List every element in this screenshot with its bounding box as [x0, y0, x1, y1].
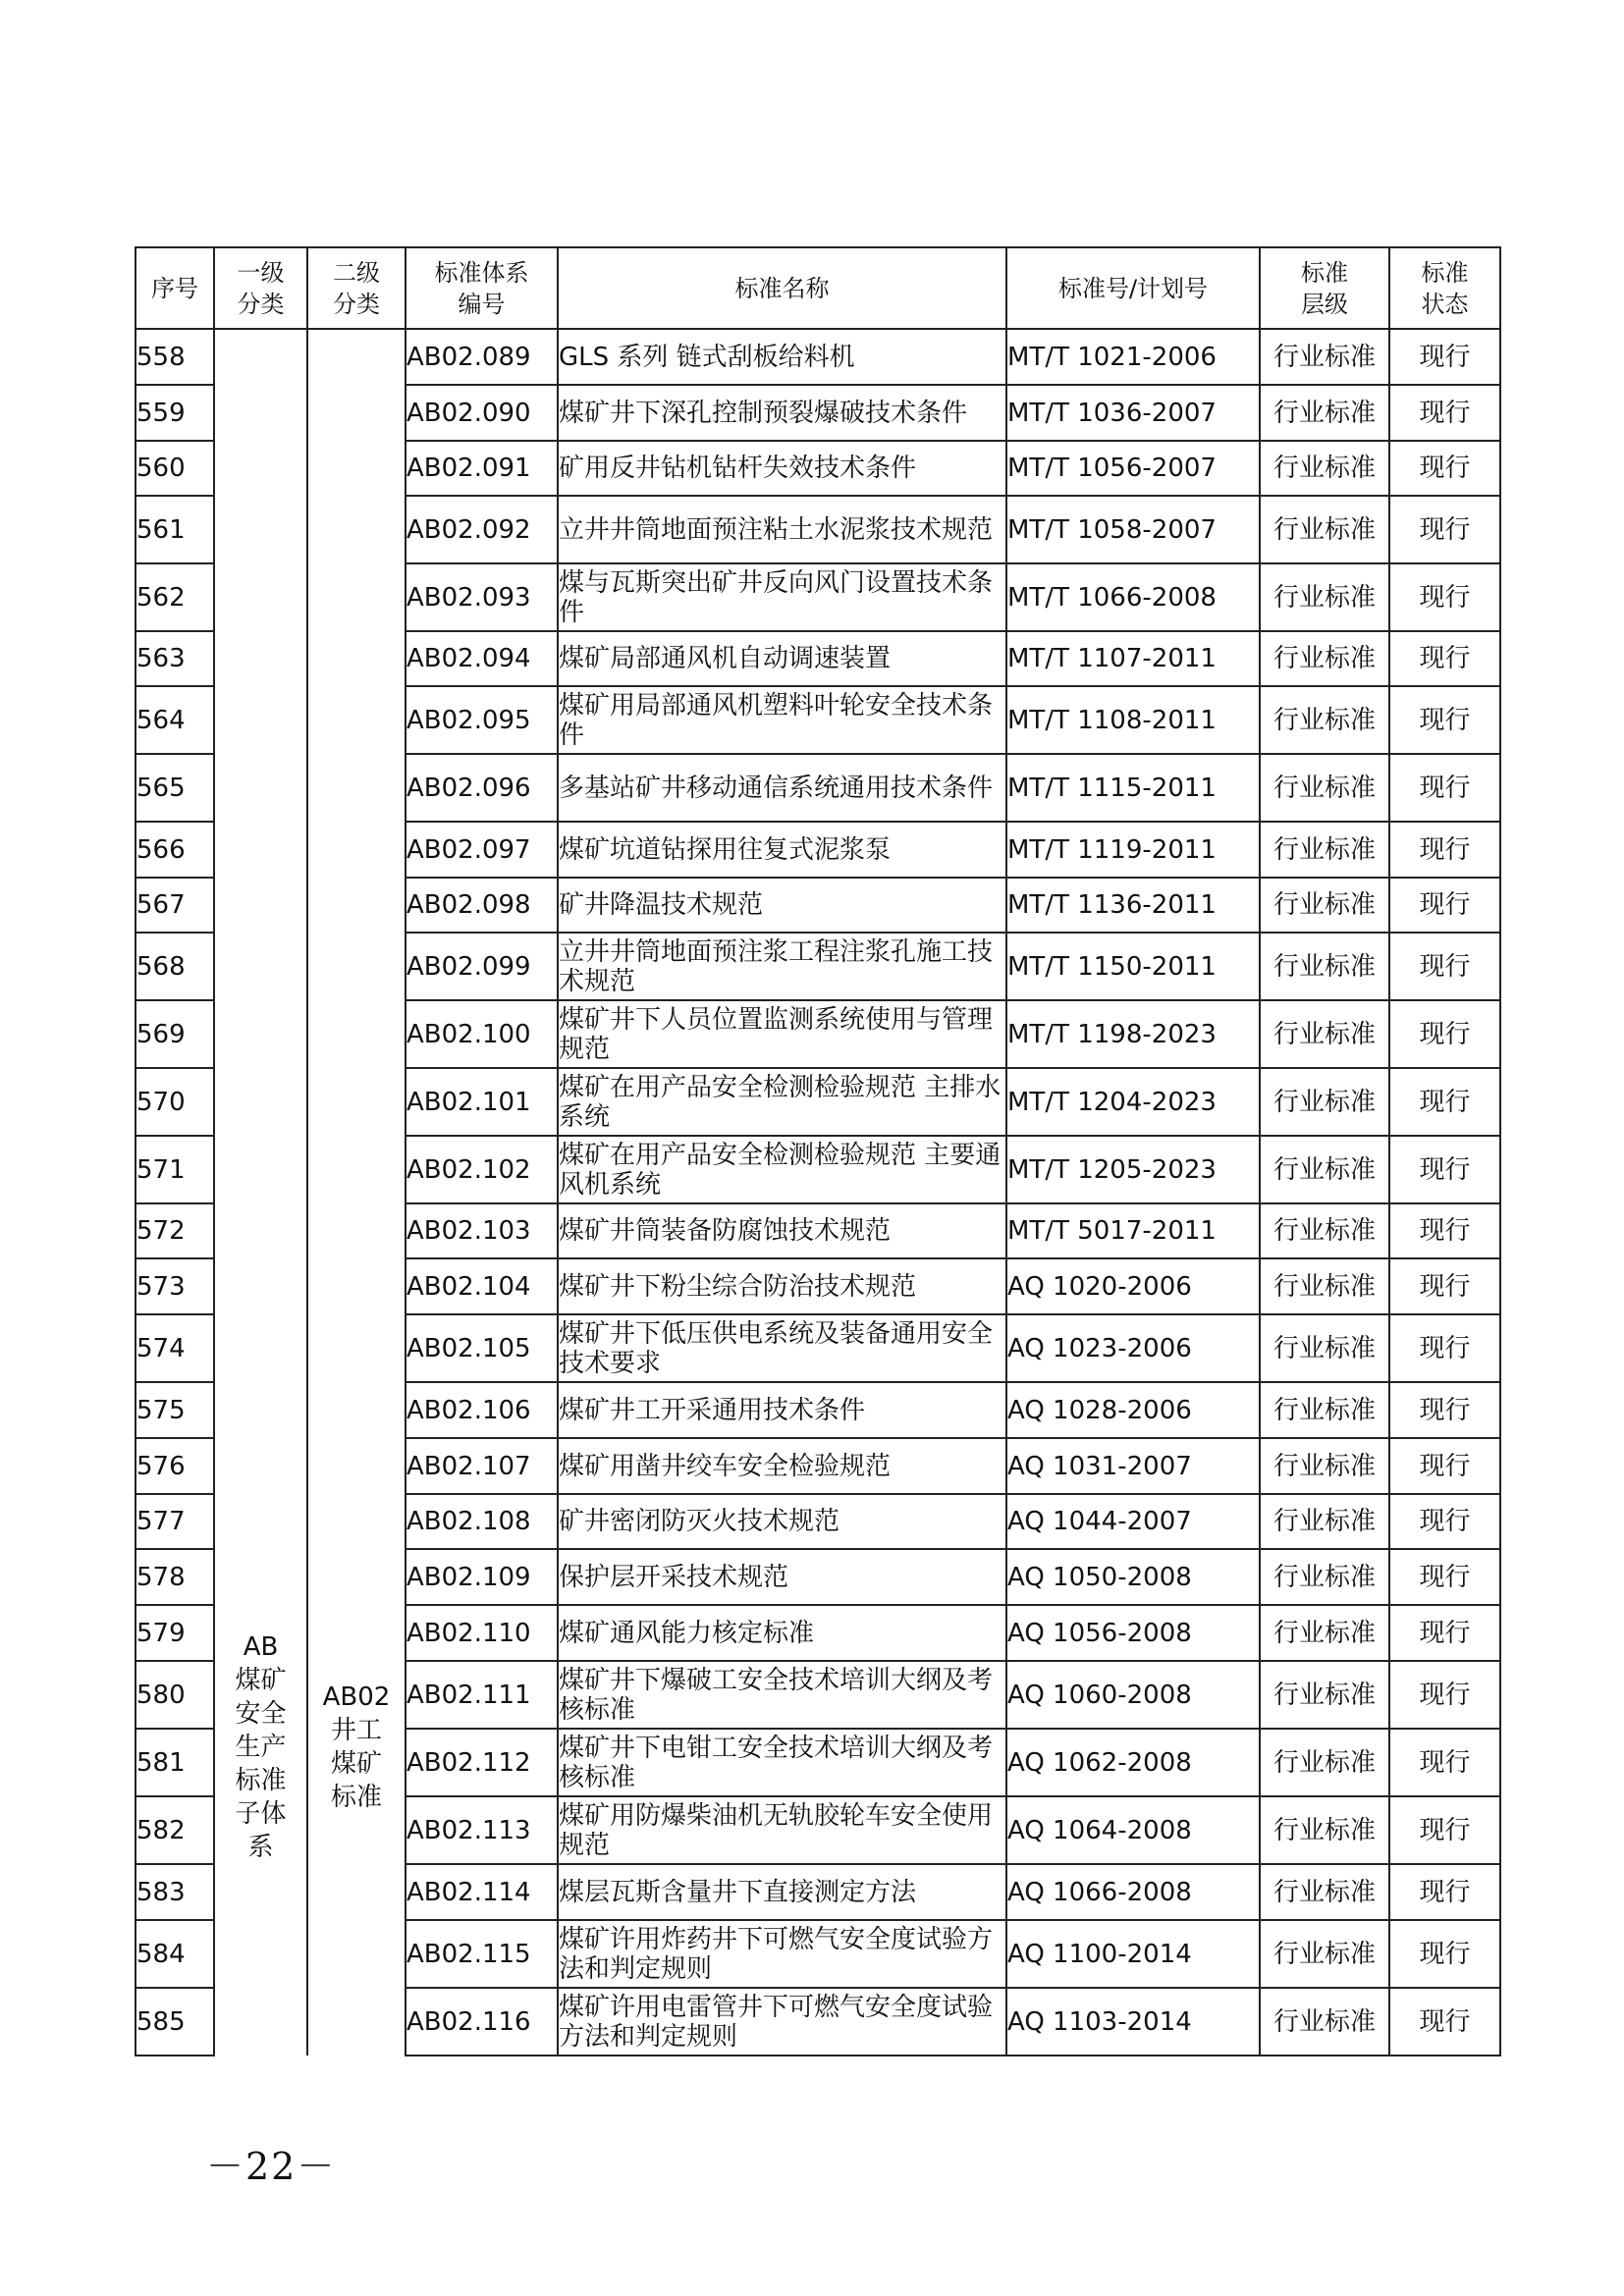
cell-name: 立井井筒地面预注浆工程注浆孔施工技术规范: [558, 933, 1006, 1000]
cell-name: 煤矿井下粉尘综合防治技术规范: [558, 1258, 1006, 1314]
cell-seq: 559: [135, 385, 214, 441]
cell-status: 现行: [1389, 1314, 1500, 1382]
cell-level: 行业标准: [1260, 1729, 1389, 1796]
cell-number: MT/T 1036-2007: [1006, 385, 1260, 441]
cell-number: MT/T 1058-2007: [1006, 496, 1260, 563]
cell-level2-merged: [307, 1438, 406, 2056]
cell-name: 矿井密闭防灭火技术规范: [558, 1494, 1006, 1549]
cell-status: 现行: [1389, 1203, 1500, 1258]
cell-status: 现行: [1389, 329, 1500, 385]
cell-number: AQ 1023-2006: [1006, 1314, 1260, 1382]
cell-number: MT/T 1066-2008: [1006, 563, 1260, 631]
cell-name: 煤矿用凿井绞车安全检验规范: [558, 1438, 1006, 1494]
cell-seq: 574: [135, 1314, 214, 1382]
cell-name: 矿用反井钻机钻杆失效技术条件: [558, 441, 1006, 496]
cell-status: 现行: [1389, 1494, 1500, 1549]
cell-seq: 571: [135, 1136, 214, 1203]
cell-level1-merged: [214, 1438, 307, 2056]
cell-code: AB02.105: [406, 1314, 558, 1382]
cell-status: 现行: [1389, 1000, 1500, 1068]
cell-status: 现行: [1389, 563, 1500, 631]
cell-level: 行业标准: [1260, 1000, 1389, 1068]
cell-level: 行业标准: [1260, 385, 1389, 441]
cell-code: AB02.114: [406, 1864, 558, 1920]
cell-level: 行业标准: [1260, 1203, 1389, 1258]
cell-name: GLS 系列 链式刮板给料机: [558, 329, 1006, 385]
cell-level: 行业标准: [1260, 754, 1389, 822]
cell-code: AB02.116: [406, 1988, 558, 2056]
cell-status: 现行: [1389, 385, 1500, 441]
cell-code: AB02.098: [406, 878, 558, 933]
cell-seq: 580: [135, 1661, 214, 1729]
cell-code: AB02.109: [406, 1549, 558, 1605]
cell-level: 行业标准: [1260, 1494, 1389, 1549]
cell-status: 现行: [1389, 1258, 1500, 1314]
cell-status: 现行: [1389, 1864, 1500, 1920]
cell-number: AQ 1060-2008: [1006, 1661, 1260, 1729]
cell-status: 现行: [1389, 1605, 1500, 1661]
cell-seq: 572: [135, 1203, 214, 1258]
cell-seq: 582: [135, 1796, 214, 1864]
cell-code: AB02.095: [406, 686, 558, 754]
cell-status: 现行: [1389, 1796, 1500, 1864]
cell-name: 煤矿井下低压供电系统及装备通用安全技术要求: [558, 1314, 1006, 1382]
cell-status: 现行: [1389, 1661, 1500, 1729]
cell-level: 行业标准: [1260, 631, 1389, 686]
cell-code: AB02.113: [406, 1796, 558, 1864]
cell-seq: 584: [135, 1920, 214, 1988]
cell-level: 行业标准: [1260, 1661, 1389, 1729]
cell-status: 现行: [1389, 1136, 1500, 1203]
cell-number: MT/T 5017-2011: [1006, 1203, 1260, 1258]
cell-name: 煤与瓦斯突出矿井反向风门设置技术条件: [558, 563, 1006, 631]
cell-code: AB02.089: [406, 329, 558, 385]
cell-code: AB02.101: [406, 1068, 558, 1136]
cell-level1-empty: [214, 329, 307, 1438]
cell-level: 行业标准: [1260, 1068, 1389, 1136]
cell-name: 煤矿许用炸药井下可燃气安全度试验方法和判定规则: [558, 1920, 1006, 1988]
cell-level: 行业标准: [1260, 1864, 1389, 1920]
cell-code: AB02.111: [406, 1661, 558, 1729]
header-level1: 一级 分类: [214, 247, 307, 329]
cell-number: MT/T 1119-2011: [1006, 822, 1260, 878]
cell-level: 行业标准: [1260, 441, 1389, 496]
cell-seq: 573: [135, 1258, 214, 1314]
cell-code: AB02.096: [406, 754, 558, 822]
header-seq: 序号: [135, 247, 214, 329]
cell-code: AB02.093: [406, 563, 558, 631]
cell-level: 行业标准: [1260, 1796, 1389, 1864]
cell-code: AB02.100: [406, 1000, 558, 1068]
header-code: 标准体系 编号: [406, 247, 558, 329]
cell-seq: 570: [135, 1068, 214, 1136]
cell-number: AQ 1066-2008: [1006, 1864, 1260, 1920]
cell-status: 现行: [1389, 1729, 1500, 1796]
cell-seq: 564: [135, 686, 214, 754]
cell-status: 现行: [1389, 754, 1500, 822]
cell-seq: 567: [135, 878, 214, 933]
cell-seq: 568: [135, 933, 214, 1000]
cell-seq: 561: [135, 496, 214, 563]
page-number: －22－: [206, 2145, 337, 2188]
cell-level: 行业标准: [1260, 1258, 1389, 1314]
cell-number: MT/T 1205-2023: [1006, 1136, 1260, 1203]
cell-seq: 581: [135, 1729, 214, 1796]
cell-status: 现行: [1389, 933, 1500, 1000]
cell-status: 现行: [1389, 631, 1500, 686]
cell-number: AQ 1020-2006: [1006, 1258, 1260, 1314]
table-body: [135, 329, 1500, 2056]
cell-seq: 585: [135, 1988, 214, 2056]
cell-seq: 578: [135, 1549, 214, 1605]
header-level2: 二级 分类: [307, 247, 406, 329]
cell-code: AB02.106: [406, 1382, 558, 1438]
header-name: 标准名称: [558, 247, 1006, 329]
level1-category: AB 煤矿 安全 生产 标准 子体 系: [235, 1631, 287, 1862]
cell-name: 多基站矿井移动通信系统通用技术条件: [558, 754, 1006, 822]
cell-seq: 563: [135, 631, 214, 686]
cell-status: 现行: [1389, 686, 1500, 754]
table-row: [135, 1438, 1500, 1494]
cell-status: 现行: [1389, 1549, 1500, 1605]
standards-table: [135, 246, 1501, 2056]
cell-level: 行业标准: [1260, 1549, 1389, 1605]
cell-name: 煤矿井下爆破工安全技术培训大纲及考核标准: [558, 1661, 1006, 1729]
cell-number: MT/T 1204-2023: [1006, 1068, 1260, 1136]
cell-number: MT/T 1198-2023: [1006, 1000, 1260, 1068]
cell-seq: 566: [135, 822, 214, 878]
cell-status: 现行: [1389, 1382, 1500, 1438]
cell-code: AB02.110: [406, 1605, 558, 1661]
cell-status: 现行: [1389, 1438, 1500, 1494]
cell-level: 行业标准: [1260, 563, 1389, 631]
cell-level: 行业标准: [1260, 1136, 1389, 1203]
level2-category: AB02 井工 煤矿 标准: [322, 1682, 391, 1812]
cell-name: 煤矿局部通风机自动调速装置: [558, 631, 1006, 686]
cell-number: MT/T 1108-2011: [1006, 686, 1260, 754]
cell-number: AQ 1050-2008: [1006, 1549, 1260, 1605]
cell-code: AB02.112: [406, 1729, 558, 1796]
cell-status: 现行: [1389, 822, 1500, 878]
cell-status: 现行: [1389, 1988, 1500, 2056]
cell-seq: 583: [135, 1864, 214, 1920]
cell-number: AQ 1100-2014: [1006, 1920, 1260, 1988]
cell-code: AB02.092: [406, 496, 558, 563]
cell-level: 行业标准: [1260, 496, 1389, 563]
cell-code: AB02.102: [406, 1136, 558, 1203]
cell-number: AQ 1062-2008: [1006, 1729, 1260, 1796]
cell-name: 煤矿井筒装备防腐蚀技术规范: [558, 1203, 1006, 1258]
cell-seq: 562: [135, 563, 214, 631]
cell-number: MT/T 1107-2011: [1006, 631, 1260, 686]
cell-level: 行业标准: [1260, 1382, 1389, 1438]
cell-name: 煤矿井下电钳工安全技术培训大纲及考核标准: [558, 1729, 1006, 1796]
cell-number: MT/T 1021-2006: [1006, 329, 1260, 385]
cell-level: 行业标准: [1260, 1438, 1389, 1494]
cell-name: 煤矿许用电雷管井下可燃气安全度试验方法和判定规则: [558, 1988, 1006, 2056]
cell-status: 现行: [1389, 1920, 1500, 1988]
cell-status: 现行: [1389, 878, 1500, 933]
header-status: 标准 状态: [1389, 247, 1500, 329]
cell-seq: 576: [135, 1438, 214, 1494]
cell-level: 行业标准: [1260, 878, 1389, 933]
cell-number: MT/T 1150-2011: [1006, 933, 1260, 1000]
cell-code: AB02.094: [406, 631, 558, 686]
cell-status: 现行: [1389, 496, 1500, 563]
cell-level: 行业标准: [1260, 1988, 1389, 2056]
cell-number: MT/T 1056-2007: [1006, 441, 1260, 496]
cell-code: AB02.103: [406, 1203, 558, 1258]
cell-number: AQ 1103-2014: [1006, 1988, 1260, 2056]
cell-seq: 575: [135, 1382, 214, 1438]
cell-code: AB02.090: [406, 385, 558, 441]
cell-name: 煤矿用局部通风机塑料叶轮安全技术条件: [558, 686, 1006, 754]
cell-level: 行业标准: [1260, 822, 1389, 878]
cell-status: 现行: [1389, 1068, 1500, 1136]
cell-seq: 577: [135, 1494, 214, 1549]
cell-seq: 558: [135, 329, 214, 385]
cell-seq: 565: [135, 754, 214, 822]
cell-number: MT/T 1136-2011: [1006, 878, 1260, 933]
cell-level: 行业标准: [1260, 329, 1389, 385]
cell-number: AQ 1044-2007: [1006, 1494, 1260, 1549]
cell-code: AB02.097: [406, 822, 558, 878]
cell-number: AQ 1031-2007: [1006, 1438, 1260, 1494]
cell-number: AQ 1028-2006: [1006, 1382, 1260, 1438]
cell-name: 煤矿在用产品安全检测检验规范 主排水系统: [558, 1068, 1006, 1136]
cell-seq: 579: [135, 1605, 214, 1661]
cell-name: 煤矿坑道钻探用往复式泥浆泵: [558, 822, 1006, 878]
cell-code: AB02.107: [406, 1438, 558, 1494]
cell-name: 煤矿井下深孔控制预裂爆破技术条件: [558, 385, 1006, 441]
cell-name: 立井井筒地面预注粘土水泥浆技术规范: [558, 496, 1006, 563]
cell-seq: 569: [135, 1000, 214, 1068]
cell-name: 煤矿用防爆柴油机无轨胶轮车安全使用规范: [558, 1796, 1006, 1864]
cell-status: 现行: [1389, 441, 1500, 496]
cell-level: 行业标准: [1260, 1605, 1389, 1661]
cell-number: MT/T 1115-2011: [1006, 754, 1260, 822]
cell-name: 保护层开采技术规范: [558, 1549, 1006, 1605]
table-row: [135, 329, 1500, 385]
cell-number: AQ 1064-2008: [1006, 1796, 1260, 1864]
header-level: 标准 层级: [1260, 247, 1389, 329]
cell-level: 行业标准: [1260, 686, 1389, 754]
cell-name: 煤矿井工开采通用技术条件: [558, 1382, 1006, 1438]
header-row: [135, 247, 1500, 329]
cell-code: AB02.099: [406, 933, 558, 1000]
cell-seq: 560: [135, 441, 214, 496]
cell-name: 煤层瓦斯含量井下直接测定方法: [558, 1864, 1006, 1920]
cell-level: 行业标准: [1260, 1920, 1389, 1988]
cell-level: 行业标准: [1260, 933, 1389, 1000]
cell-code: AB02.091: [406, 441, 558, 496]
cell-level: 行业标准: [1260, 1314, 1389, 1382]
cell-name: 煤矿井下人员位置监测系统使用与管理规范: [558, 1000, 1006, 1068]
cell-name: 矿井降温技术规范: [558, 878, 1006, 933]
cell-code: AB02.104: [406, 1258, 558, 1314]
cell-level2-empty: [307, 329, 406, 1438]
cell-number: AQ 1056-2008: [1006, 1605, 1260, 1661]
cell-code: AB02.115: [406, 1920, 558, 1988]
header-number: 标准号/计划号: [1006, 247, 1260, 329]
cell-code: AB02.108: [406, 1494, 558, 1549]
cell-name: 煤矿在用产品安全检测检验规范 主要通风机系统: [558, 1136, 1006, 1203]
cell-name: 煤矿通风能力核定标准: [558, 1605, 1006, 1661]
